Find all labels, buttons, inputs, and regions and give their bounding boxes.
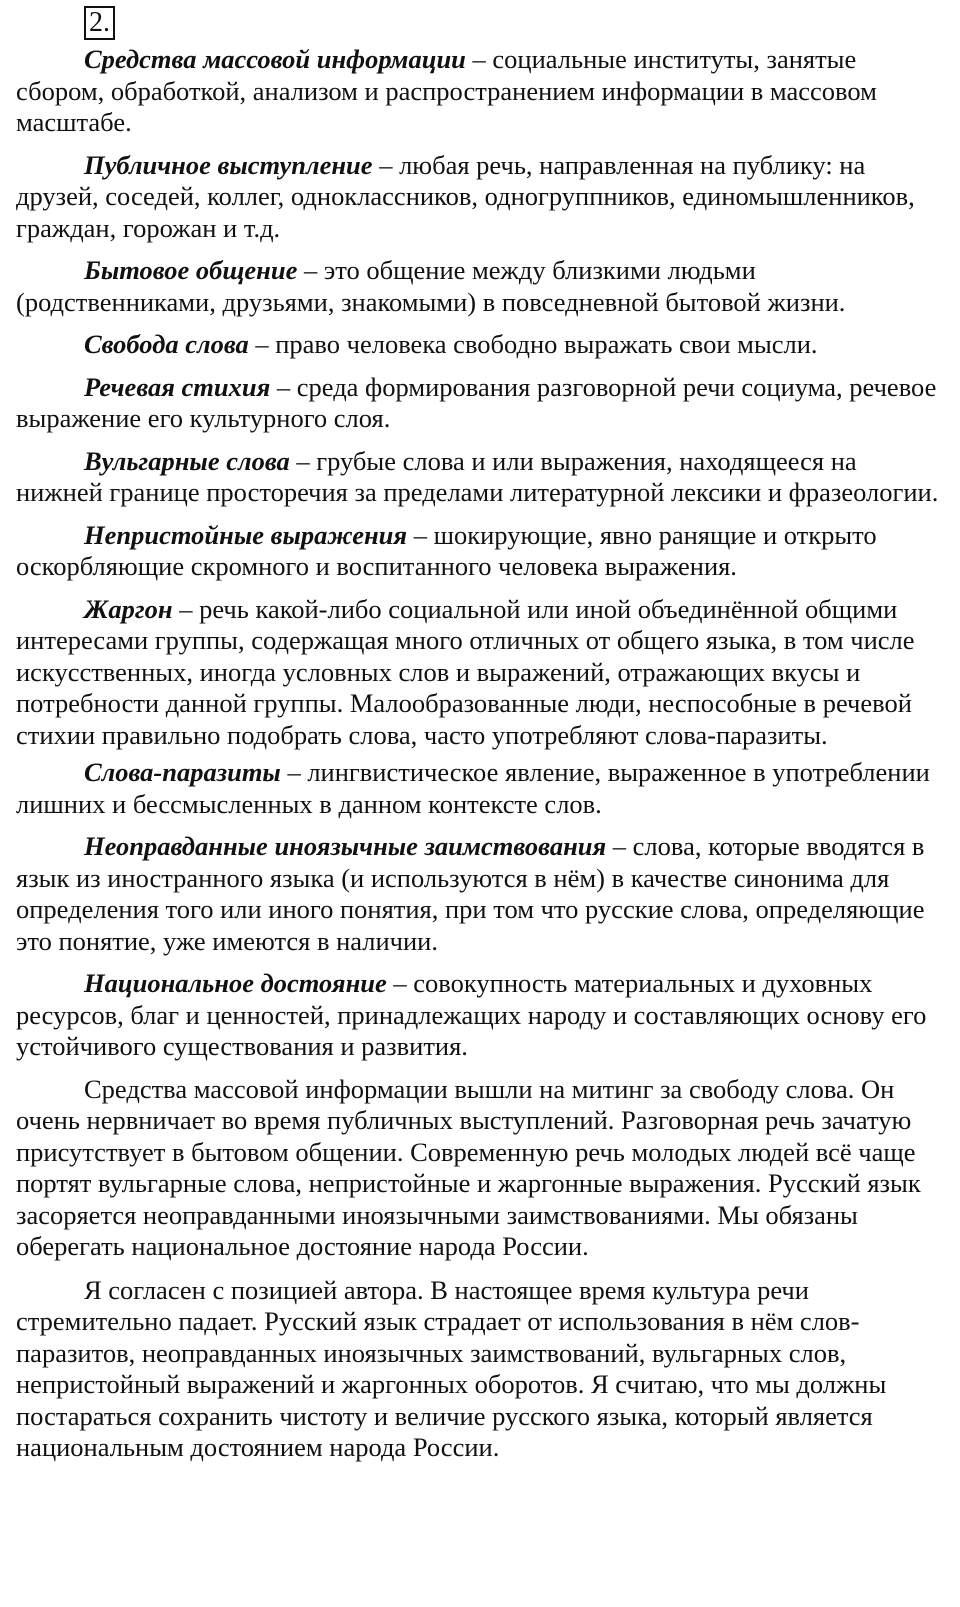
definition-item <box>16 831 946 957</box>
definition-item <box>16 372 946 435</box>
definition-item <box>16 329 946 361</box>
text-paragraph: Средства массовой информации вышли на митинг за свободу слова. Он очень нервничает во время публичных выступлений. Разговорная речь зачатую присутствует в бытовом общении. Современную речь молодых людей всё чаще портят вульгарные слова, непристойные и жаргонные выражения. Русский язык засоряется неоправданными иноязычными заимствованиями. Мы обязаны оберегать национальное достояние народа России. <box>16 1073 921 1261</box>
definition-text: – социальные институты, занятые сбором, обработкой, анализом и распространением информации в массовом масштабе. <box>16 44 877 137</box>
definition-term: Неоправданные иноязычные заимствования <box>84 831 607 861</box>
text-paragraph: Я согласен с позицией автора. В настоящее время культура речи стремительно падает. Русский язык страдает от использования в нём слов-паразитов, неоправданных иноязычных заимствований, вульгарных слов, непристойный выражений и жаргонных оборотов. Я считаю, что мы должны постараться сохранить чистоту и величие русского языка, который является национальным достоянием народа России. <box>16 1274 887 1462</box>
definition-text: – шокирующие, явно ранящие и открыто оскорбляющие скромного и воспитанного человека выражения. <box>16 519 877 581</box>
definition-text: – среда формирования разговорной речи социума, речевое выражение его культурного слоя. <box>16 371 937 433</box>
definition-item <box>16 520 946 583</box>
definition-text: – право человека свободно выражать свои мысли. <box>248 329 818 359</box>
definition-text: – слова, которые вводятся в язык из иностранного языка (и используются в нём) в качестве синонима для определения того или иного понятия, при том что русские слова, определяющие это понятие, уже имеются в наличии. <box>16 831 925 956</box>
definition-term: Вульгарные слова <box>84 445 290 476</box>
definition-text: – любая речь, направленная на публику: на друзей, соседей, коллег, одноклассников, одногруппников, единомышленников, граждан, горожан и т.д. <box>16 149 915 243</box>
definition-text: – речь какой-либо социальной или иной объединённой общими интересами группы, содержащая много отличных от общего языка, в том числе искусственных, иногда условных слов и выражений, отражающих вкусы и потребности данной группы. Малообразованные люди, неспособные в речевой стихии правильно подобрать слова, часто употребляют слова-паразиты. <box>16 593 915 750</box>
definition-item <box>16 255 946 318</box>
definition-term: Публичное выступление <box>84 149 373 180</box>
definition-item <box>16 757 946 820</box>
document-page <box>16 6 946 1476</box>
definition-term: Свобода слова <box>84 329 249 359</box>
definition-item <box>16 446 946 509</box>
definition-text: – грубые слова и или выражения, находящееся на нижней границе просторечия за пределами литературной лексики и фразеологии. <box>16 445 939 507</box>
definition-item <box>16 968 946 1063</box>
definition-term: Бытовое общение <box>84 255 298 285</box>
task-number-box: 2. <box>84 6 115 40</box>
definition-term: Жаргон <box>84 593 173 624</box>
definition-item <box>16 594 946 752</box>
definition-term: Средства массовой информации <box>84 44 466 74</box>
definition-text: – совокупность материальных и духовных ресурсов, благ и ценностей, принадлежащих народу и составляющих основу его устойчивого существования и развития. <box>16 968 927 1061</box>
definition-term: Национальное достояние <box>84 968 387 998</box>
definition-item <box>16 150 946 245</box>
definition-term: Речевая стихия <box>84 371 271 402</box>
definition-text: – это общение между близкими людьми (родственниками, друзьями, знакомыми) в повседневной бытовой жизни. <box>16 255 846 317</box>
definition-text: – лингвистическое явление, выраженное в употреблении лишних и бессмысленных в данном контексте слов. <box>16 757 930 819</box>
definition-term: Непристойные выражения <box>84 519 408 550</box>
definition-item <box>16 44 946 139</box>
definition-term: Слова-паразиты <box>84 757 281 787</box>
